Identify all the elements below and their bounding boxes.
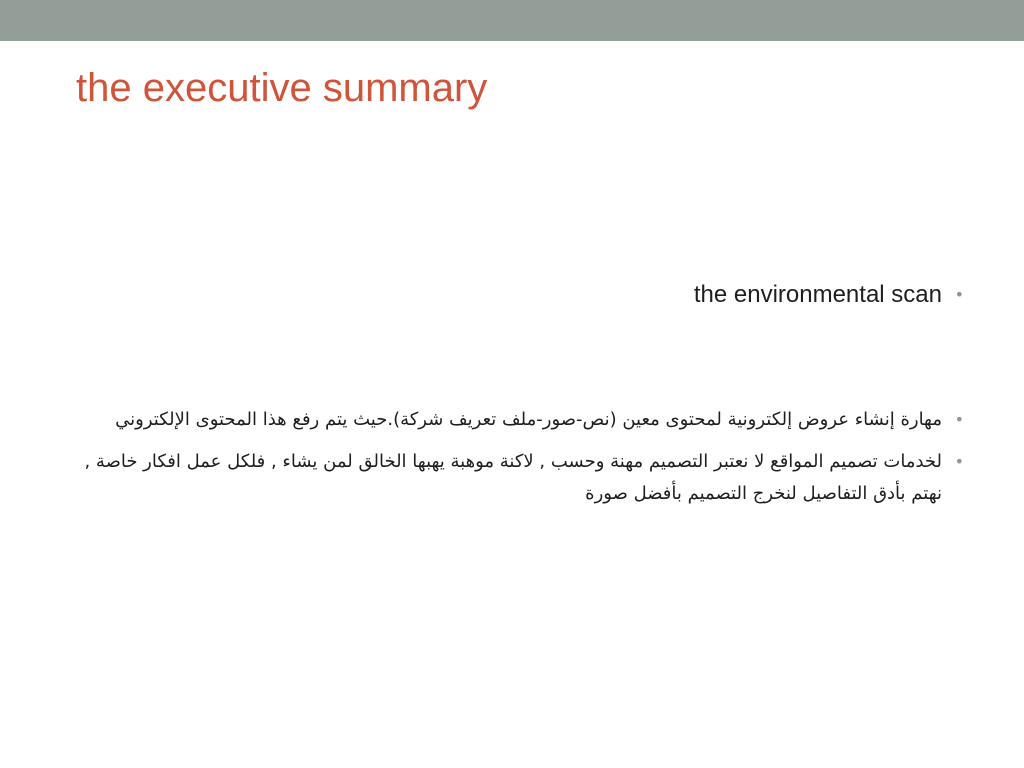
top-accent-bar	[0, 0, 1024, 41]
bullet-dot-icon: •	[954, 452, 964, 471]
bullet-item	[76, 404, 964, 436]
slide-title: the executive summary	[76, 66, 488, 110]
bullet-text: مهارة إنشاء عروض إلكترونية لمحتوى معين (نص-صور-ملف تعريف شركة).حيث يتم رفع هذا المحتوى الإلكتروني	[115, 409, 942, 430]
bullet-spacer	[76, 312, 964, 404]
bullet-dot-icon: •	[954, 285, 964, 304]
bullet-list	[76, 278, 964, 510]
bullet-text: the environmental scan	[693, 281, 942, 308]
bullet-dot-icon: •	[954, 410, 964, 429]
bullet-item	[76, 446, 964, 510]
bullet-spacer	[76, 436, 964, 446]
bullet-text: لخدمات تصميم المواقع لا نعتبر التصميم مهنة وحسب , لاكنة موهبة يهبها الخالق لمن يشاء , فلكل عمل افكار خاصة , نهتم بأدق التفاصيل لنخرج التصميم بأفضل صورة	[84, 451, 942, 504]
bullet-item	[76, 278, 964, 312]
